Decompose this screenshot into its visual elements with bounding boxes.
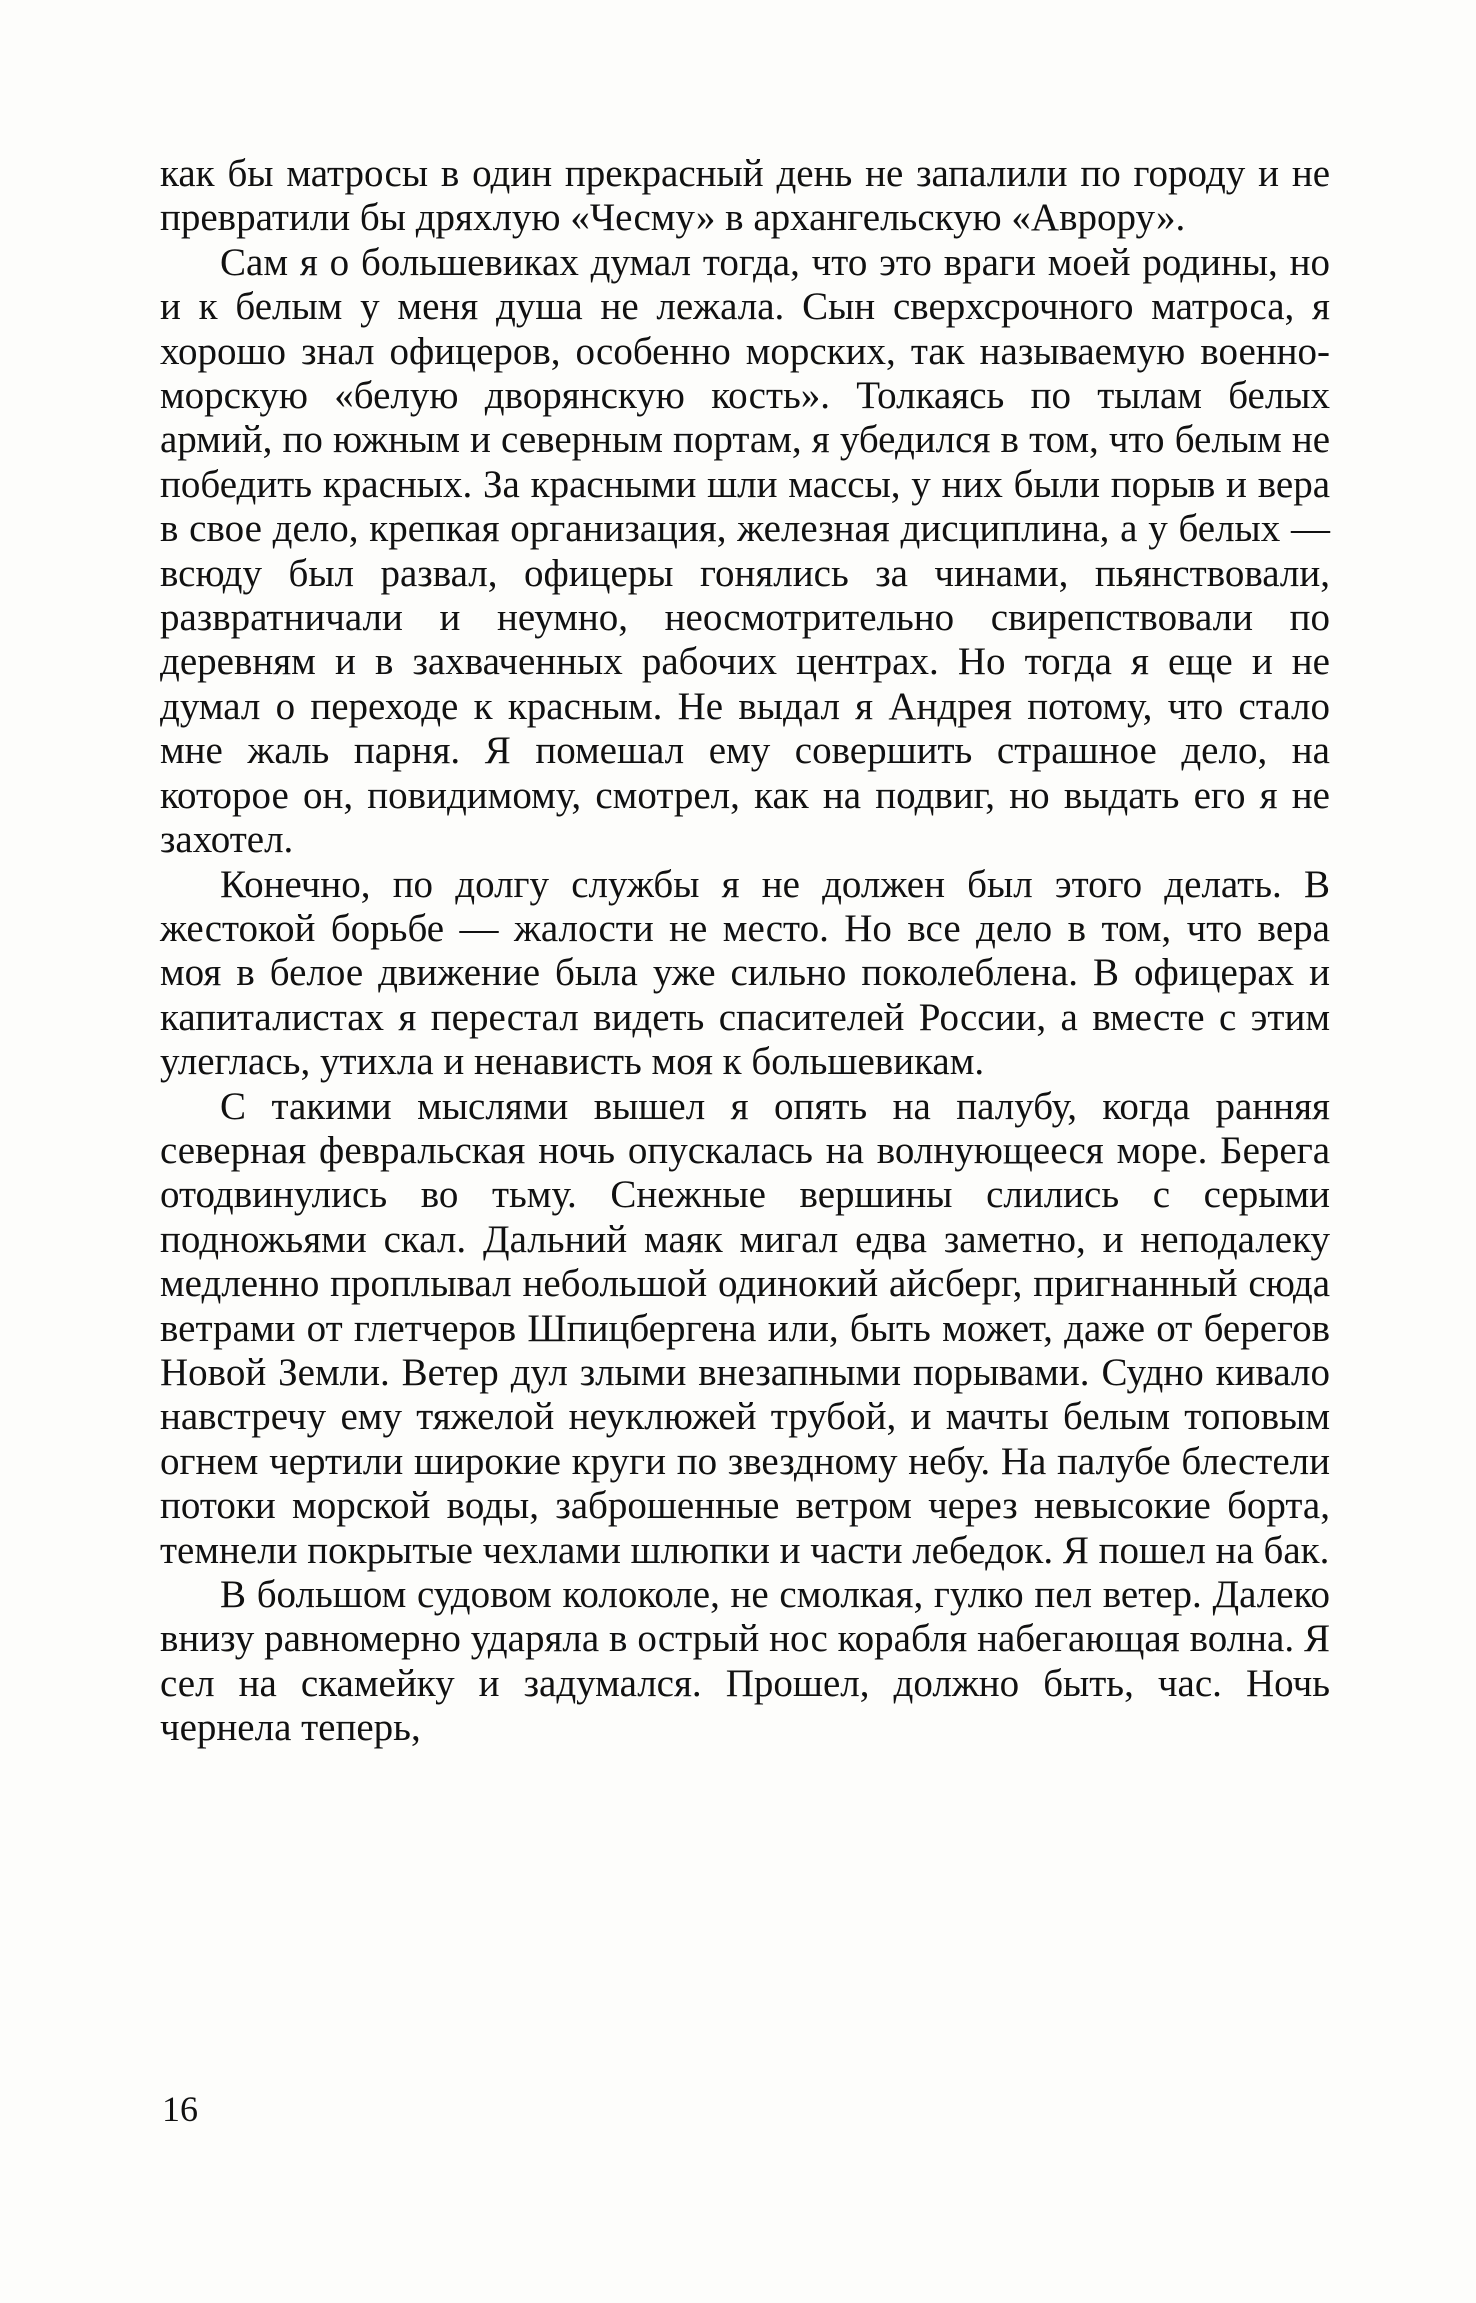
paragraph-3: Конечно, по долгу службы я не должен был этого делать. В жестокой борьбе — жалости не место. Но все дело в том, что вера моя в белое движение была уже сильно поколеблена. В офицерах и капиталистах я перестал видеть спасителей России, а вместе с этим улеглась, утихла и ненависть моя к большевикам.	[160, 862, 1330, 1084]
paragraph-1: как бы матросы в один прекрасный день не запалили по городу и не превратили бы дряхлую «Чесму» в архангельскую «Аврору».	[160, 152, 1330, 240]
page-number: 16	[162, 2089, 198, 2129]
paragraph-4: С такими мыслями вышел я опять на палубу, когда ранняя северная февральская ночь опускалась на волнующееся море. Берега отодвинулись во тьму. Снежные вершины слились с серыми подножьями скал. Дальний маяк мигал едва заметно, и неподалеку медленно проплывал небольшой одинокий айсберг, пригнанный сюда ветрами от глетчеров Шпицбергена или, быть может, даже от берегов Новой Земли. Ветер дул злыми внезапными порывами. Судно кивало навстречу ему тяжелой неуклюжей трубой, и мачты белым топовым огнем чертили широкие круги по звездному небу. На палубе блестели потоки морской воды, заброшенные ветром через невысокие борта, темнели покрытые чехлами шлюпки и части лебедок. Я пошел на бак.	[160, 1084, 1330, 1572]
paragraph-5: В большом судовом колоколе, не смолкая, гулко пел ветер. Далеко внизу равномерно ударяла в острый нос корабля набегающая волна. Я сел на скамейку и задумался. Прошел, должно быть, час. Ночь чернела теперь,	[160, 1573, 1330, 1750]
paragraph-2: Сам я о большевиках думал тогда, что это враги моей родины, но и к белым у меня душа не лежала. Сын сверхсрочного матроса, я хорошо знал офицеров, особенно морских, так называемую военно-морскую «белую дворянскую кость». Толкаясь по тылам белых армий, по южным и северным портам, я убедился в том, что белым не победить красных. За красными шли массы, у них были порыв и вера в свое дело, крепкая организация, железная дисциплина, а у белых — всюду был развал, офицеры гонялись за чинами, пьянствовали, развратничали и неумно, неосмотрительно свирепствовали по деревням и в захваченных рабочих центрах. Но тогда я еще и не думал о переходе к красным. Не выдал я Андрея потому, что стало мне жаль парня. Я помешал ему совершить страшное дело, на которое он, повидимому, смотрел, как на подвиг, но выдать его я не захотел.	[160, 240, 1330, 862]
body-text	[160, 152, 1330, 1751]
